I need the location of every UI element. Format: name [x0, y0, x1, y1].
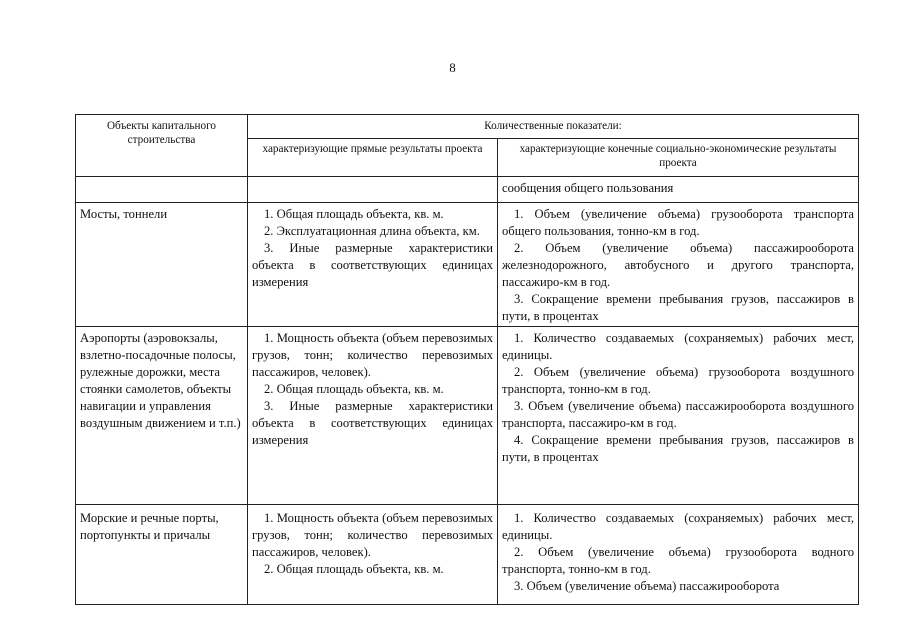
continuation-text: сообщения общего пользования: [498, 177, 859, 203]
header-direct-results: характеризующие прямые результаты проекта: [248, 139, 498, 177]
table-row: [76, 203, 859, 327]
indicator-item: 1. Количество создаваемых (сохраняемых) рабочих мест, единицы.: [502, 511, 854, 542]
table-row: [76, 327, 859, 505]
object-name: Аэропорты (аэровокзалы, взлетно-посадочные полосы, рулежные дорожки, места стоянки самолетов, объекты навигации и управления воздушным движением и т.п.): [76, 327, 248, 505]
indicator-item: 3. Сокращение времени пребывания грузов, пассажиров в пути, в процентах: [502, 292, 854, 323]
indicator-item: 1. Мощность объекта (объем перевозимых грузов, тонн; количество перевозимых пассажиров, человек).: [252, 331, 493, 379]
indicator-item: 1. Мощность объекта (объем перевозимых грузов, тонн; количество перевозимых пассажиров, человек).: [252, 511, 493, 559]
header-objects: Объекты капитального строительства: [76, 115, 248, 177]
continuation-empty-cell: [248, 177, 498, 203]
indicators-table: [75, 114, 859, 605]
indicator-item: 3. Иные размерные характеристики объекта в соответствующих единицах измерения: [252, 399, 493, 447]
object-name: Мосты, тоннели: [76, 203, 248, 327]
header-final-results: характеризующие конечные социально-экономические результаты проекта: [498, 139, 859, 177]
indicator-item: 3. Объем (увеличение объема) пассажирооборота воздушного транспорта, пассажиро-км в год.: [502, 399, 854, 430]
indicator-item: 1. Общая площадь объекта, кв. м.: [264, 207, 444, 221]
indicator-item: 2. Объем (увеличение объема) пассажирооборота железнодорожного, автобусного и другого транспорта, пассажиро-км в год.: [502, 241, 854, 289]
final-indicators: [498, 505, 859, 605]
indicator-item: 2. Объем (увеличение объема) грузооборота водного транспорта, тонно-км в год.: [502, 545, 854, 576]
indicator-item: 2. Объем (увеличение объема) грузооборота воздушного транспорта, тонно-км в год.: [502, 365, 854, 396]
continuation-empty-cell: [76, 177, 248, 203]
indicator-item: 4. Сокращение времени пребывания грузов, пассажиров в пути, в процентах: [502, 433, 854, 464]
indicator-item: 1. Объем (увеличение объема) грузооборота транспорта общего пользования, тонно-км в год.: [502, 207, 854, 238]
indicator-item: 2. Эксплуатационная длина объекта, км.: [264, 224, 480, 238]
indicator-item: 1. Количество создаваемых (сохраняемых) рабочих мест, единицы.: [502, 331, 854, 362]
object-name: Морские и речные порты, портопункты и причалы: [76, 505, 248, 605]
indicator-item: 3. Иные размерные характеристики объекта в соответствующих единицах измерения: [252, 241, 493, 289]
final-indicators: [498, 203, 859, 327]
indicator-item: 3. Объем (увеличение объема) пассажирооборота: [514, 579, 780, 593]
indicator-item: 2. Общая площадь объекта, кв. м.: [264, 382, 444, 396]
direct-indicators: [248, 505, 498, 605]
table-row: [76, 505, 859, 605]
direct-indicators: [248, 203, 498, 327]
direct-indicators: [248, 327, 498, 505]
header-quantitative-indicators: Количественные показатели:: [248, 115, 859, 139]
final-indicators: [498, 327, 859, 505]
indicator-item: 2. Общая площадь объекта, кв. м.: [264, 562, 444, 576]
page-number: 8: [449, 60, 456, 75]
